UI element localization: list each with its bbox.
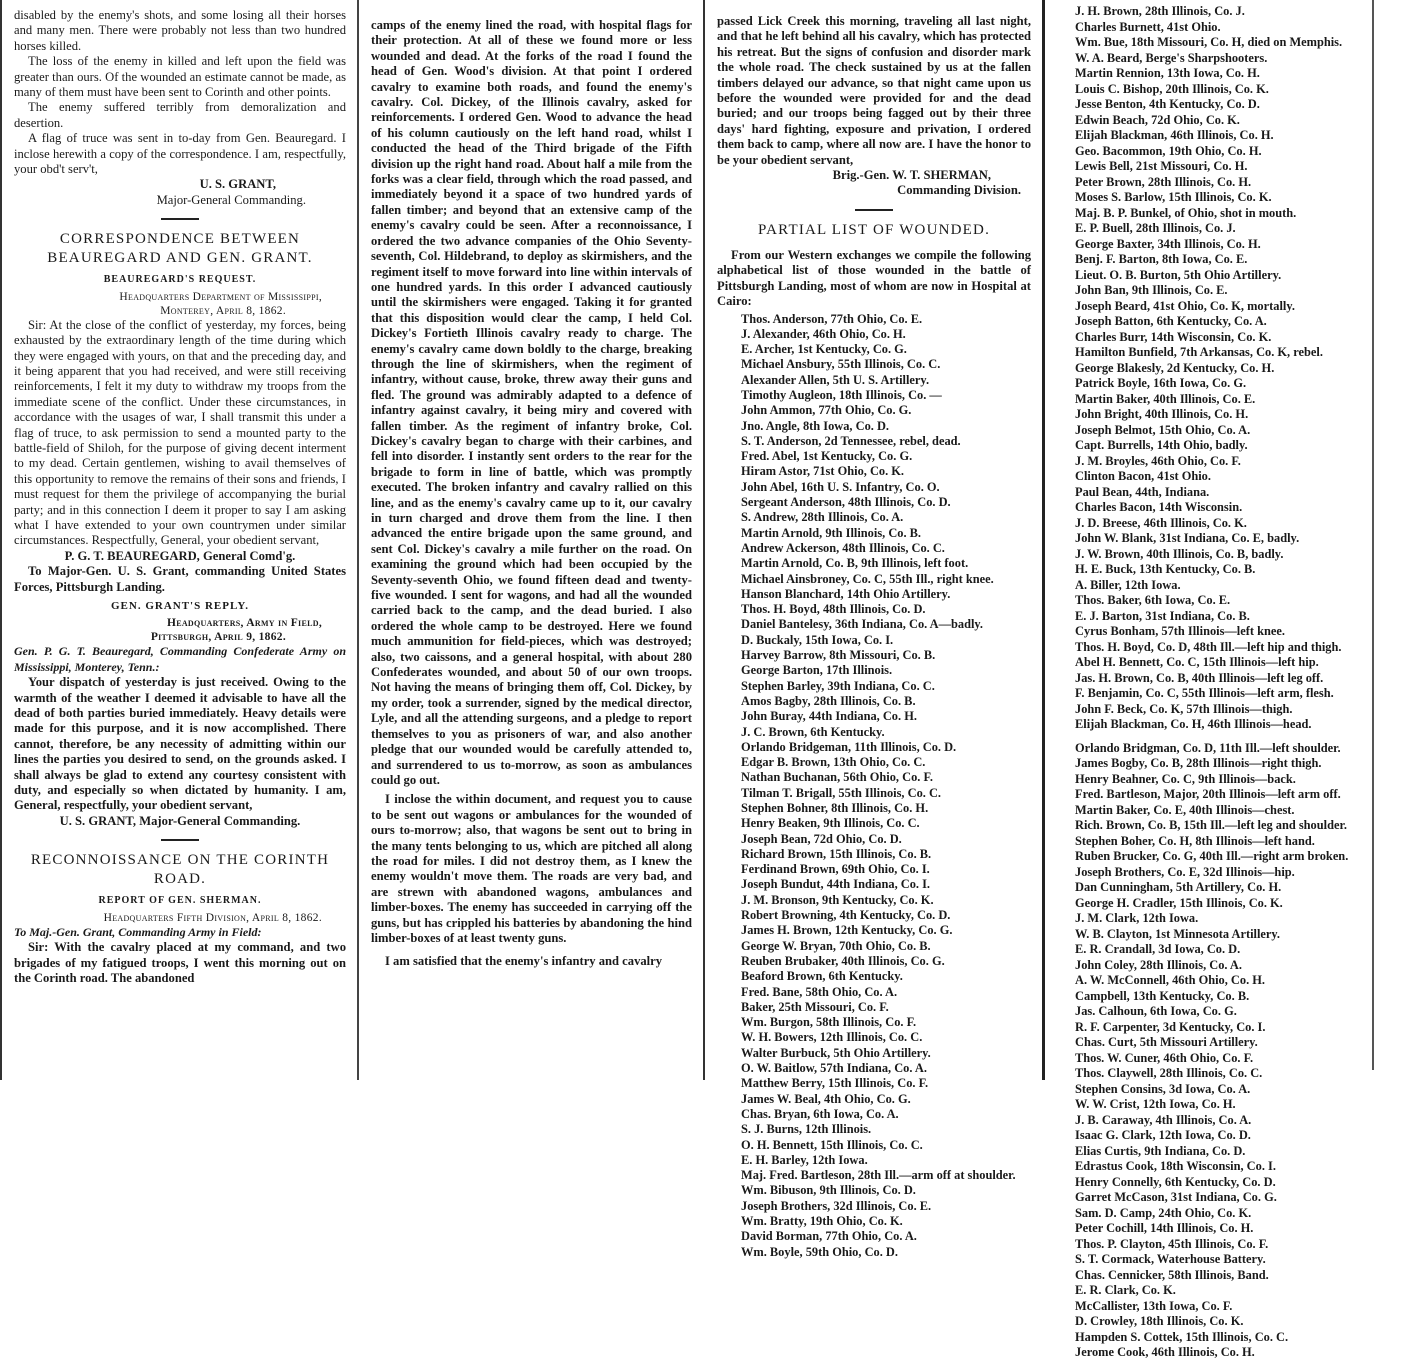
column-1 <box>0 0 356 1080</box>
list-item: James Bogby, Co. B, 28th Illinois—right thigh. <box>1075 756 1322 770</box>
list-item: Richard Brown, 15th Illinois, Co. B. <box>741 846 932 861</box>
column-4 <box>1042 0 1372 1359</box>
list-item: A. W. McConnell, 46th Ohio, Co. H. <box>1075 973 1266 987</box>
list-item: Charles Burnett, 41st Ohio. <box>1075 19 1221 34</box>
list-item: Matthew Berry, 15th Illinois, Co. F. <box>741 1076 929 1091</box>
paragraph: The enemy suffered terribly from demoralization and desertion. <box>14 100 346 130</box>
signature: P. G. T. BEAUREGARD, General Comd'g. <box>64 548 296 563</box>
list-item: Joseph Brothers, Co. E, 32d Illinois—hip. <box>1075 864 1295 879</box>
letter-body: Sir: With the cavalry placed at my command, and two brigades of my fatigued troops, I went this morning out on the Corinth road. The abandoned <box>14 940 346 985</box>
list-item: Stephen Barley, 39th Indiana, Co. C. <box>741 678 935 693</box>
list-item: Timothy Augleon, 18th Illinois, Co. — <box>741 387 942 402</box>
list-item: Edrastus Cook, 18th Wisconsin, Co. I. <box>1075 1159 1276 1173</box>
list-item: Chas. Cennicker, 58th Illinois, Band. <box>1075 1267 1269 1282</box>
list-item: Jno. Angle, 8th Iowa, Co. D. <box>741 418 890 433</box>
list-item: Daniel Bantelesy, 36th Indiana, Co. A—badly. <box>741 617 984 632</box>
list-item: Martin Arnold, Co. B, 9th Illinois, left foot. <box>741 556 969 571</box>
list-item: Martin Rennion, 13th Iowa, Co. H. <box>1075 66 1260 80</box>
list-item: D. Buckaly, 15th Iowa, Co. I. <box>741 632 894 647</box>
list-item: Baker, 25th Missouri, Co. F. <box>741 999 889 1014</box>
list-item: E. P. Buell, 28th Illinois, Co. J. <box>1075 221 1236 235</box>
list-item: Paul Bean, 44th, Indiana. <box>1075 484 1210 499</box>
list-item: Elijah Blackman, Co. H, 46th Illinois—head. <box>1075 717 1312 731</box>
list-item: Wm. Burgon, 58th Illinois, Co. F. <box>741 1015 917 1030</box>
article-subhead: REPORT OF GEN. SHERMAN. <box>98 895 262 907</box>
list-item: Wm. Bratty, 19th Ohio, Co. K. <box>741 1214 903 1229</box>
list-item: Edwin Beach, 72d Ohio, Co. K. <box>1075 112 1240 127</box>
list-item: Nathan Buchanan, 56th Ohio, Co. F. <box>741 770 933 785</box>
list-item: Rich. Brown, Co. B, 15th Ill.—left leg and shoulder. <box>1075 818 1347 832</box>
divider <box>855 209 893 211</box>
list-item: Thos. H. Boyd, 48th Illinois, Co. D. <box>741 602 926 617</box>
list-item: Wm. Boyle, 59th Ohio, Co. D. <box>741 1244 898 1259</box>
article-headline: PARTIAL LIST OF WOUNDED. <box>757 221 991 238</box>
list-item: Jas. H. Brown, Co. B, 40th Illinois—left leg off. <box>1075 670 1324 685</box>
list-item: Abel H. Bennett, Co. C, 15th Illinois—left hip. <box>1075 655 1319 669</box>
list-item: Lewis Bell, 21st Missouri, Co. H. <box>1075 159 1248 173</box>
salutation: Gen. P. G. T. Beauregard, Commanding Confederate Army on Mississippi, Monterey, Tenn.: <box>14 644 346 674</box>
letter-body: Your dispatch of yesterday is just received. Owing to the warmth of the weather I deemed it advisable to have all the dead of both parties buried immediately. Heavy details were made for this purpose, and it is now accomplished. There cannot, therefore, be any necessity of admitting within our lines the parties you desired to send, on the grounds asked. I shall always be glad to extend any courtesy consistent with duty, and especially so when dictated by humanity. I am, General, respectfully, your obedient servant, <box>14 675 346 813</box>
list-item: Joseph Beard, 41st Ohio, Co. K, mortally. <box>1075 298 1295 313</box>
list-item: Fred. Abel, 1st Kentucky, Co. G. <box>741 449 913 464</box>
list-item: E. R. Clark, Co. K. <box>1075 1283 1176 1297</box>
dateline: Headquarters Fifth Division, April 8, 1862. <box>103 911 322 924</box>
wounded-list <box>1075 4 1362 733</box>
salutation: To Maj.-Gen. Grant, Commanding Army in Field: <box>14 924 262 939</box>
column-rule <box>1372 0 1374 1070</box>
list-item: Thos. Baker, 6th Iowa, Co. E. <box>1075 593 1231 607</box>
list-item: Clinton Bacon, 41st Ohio. <box>1075 469 1211 483</box>
list-item: John F. Beck, Co. K, 57th Illinois—thigh. <box>1075 701 1293 716</box>
signature-name: U. S. GRANT, <box>199 177 276 192</box>
list-item: Tilman T. Brigall, 55th Illinois, Co. C. <box>741 785 942 800</box>
list-item: Sam. D. Camp, 24th Ohio, Co. K. <box>1075 1205 1252 1220</box>
list-item: E. H. Barley, 12th Iowa. <box>741 1152 868 1167</box>
list-item: S. T. Cormack, Waterhouse Battery. <box>1075 1252 1266 1266</box>
list-item: Ruben Brucker, Co. G, 40th Ill.—right arm broken. <box>1075 849 1349 863</box>
list-item: J. D. Breese, 46th Illinois, Co. K. <box>1075 515 1247 530</box>
list-item: J. B. Caraway, 4th Illinois, Co. A. <box>1075 1112 1252 1127</box>
list-item: Hanson Blanchard, 14th Ohio Artillery. <box>741 586 951 601</box>
list-item: Wm. Bibuson, 9th Illinois, Co. D. <box>741 1183 916 1198</box>
list-item: J. M. Bronson, 9th Kentucky, Co. K. <box>741 892 934 907</box>
list-item: Thos. Anderson, 77th Ohio, Co. E. <box>741 311 923 326</box>
paragraph: I am satisfied that the enemy's infantry and cavalry <box>385 954 663 969</box>
list-item: R. F. Carpenter, 3d Kentucky, Co. I. <box>1075 1019 1266 1034</box>
list-item: W. A. Beard, Berge's Sharpshooters. <box>1075 50 1268 65</box>
list-item: D. Crowley, 18th Illinois, Co. K. <box>1075 1314 1244 1328</box>
article-subhead: BEAUREGARD'S REQUEST. <box>103 274 257 286</box>
list-item: Fred. Bane, 58th Ohio, Co. A. <box>741 984 898 999</box>
divider <box>161 839 199 841</box>
signature: U. S. GRANT, Major-General Commanding. <box>59 813 301 828</box>
paragraph: I inclose the within document, and request you to cause to be sent out wagons or ambulances for the wounded of ours to-morrow; also, that wagons be sent out to bring in the many tents belonging to us, which are pitched all along the road for miles. I did not destroy them, as I knew the enemy wouldn't move them. The roads are very bad, and are strewn with abandoned wagons, ambulances and limber-boxes. The enemy has succeeded in carrying off the guns, but has crippled his batteries by abandoning the hind limber-boxes of at least twenty guns. <box>371 792 692 945</box>
wounded-list <box>1075 741 1362 1361</box>
list-item: Capt. Burrells, 14th Ohio, badly. <box>1075 438 1248 452</box>
column-3 <box>703 0 1041 1259</box>
list-item: Orlando Bridgman, Co. D, 11th Ill.—left shoulder. <box>1075 740 1341 755</box>
list-item: George W. Bryan, 70th Ohio, Co. B. <box>741 938 931 953</box>
list-item: Joseph Batton, 6th Kentucky, Co. A. <box>1075 314 1267 328</box>
list-item: Louis C. Bishop, 20th Illinois, Co. K. <box>1075 81 1269 96</box>
signature-title: Commanding Division. <box>897 183 1021 198</box>
list-item: Hiram Astor, 71st Ohio, Co. K. <box>741 464 905 479</box>
list-item: Martin Baker, Co. E, 40th Illinois—chest. <box>1075 802 1295 817</box>
list-item: Geo. Bacommon, 19th Ohio, Co. H. <box>1075 143 1262 158</box>
list-item: A. Biller, 12th Iowa. <box>1075 577 1181 592</box>
list-item: David Borman, 77th Ohio, Co. A. <box>741 1229 917 1244</box>
list-item: Chas. Bryan, 6th Iowa, Co. A. <box>741 1106 899 1121</box>
paragraph: camps of the enemy lined the road, with hospital flags for their protection. At all of these we found more or less wounded and dead. At the forks of the road I found the head of Gen. Wood's division. At that point I ordered cavalry to examine both roads, and found the enemy's cavalry. Col. Dickey, of the Illinois cavalry, asked for reinforcements. I ordered Gen. Wood to advance the head of his column cautiously on the left hand road, whilst I conducted the head of the Third brigade of the Fifth division up the right hand road. About half a mile from the forks was a clear field, through which the road passed, and immediately beyond it a space of two hundred yards of fallen timber; and beyond that an extensive camp of the enemy's cavalry could be seen. After a reconnoissance, I ordered the two advance companies of the Ohio Seventy-seventh, Col. Hildebrand, to deploy as skirmishers, and the regiment itself to move forward into line within intervals of one hundred yards. In this order I advanced cautiously until the skirmishers were engaged. Taking it for granted that this disposition would clear the camp, I held Col. Dickey's Fortieth Illinois cavalry ready to charge. The enemy's cavalry came down boldly to the charge, breaking through the line of skirmishers, when the regiment of infantry, without cause, broke, threw away their guns and fled. The ground was admirably adapted to a defence of infantry against cavalry, it being miry and covered with fallen timber. As the regiment of infantry broke, Col. Dickey's cavalry began to charge with their carbines, and fell into disorder. I instantly sent orders to the rear for the brigade to form in line of battle, which was promptly executed. The broken infantry and cavalry rallied on this line, and as the enemy's cavalry came up to it, our cavalry in turn charged and drove them from the line. I then advanced the entire brigade upon the same ground, and sent Col. Dickey's cavalry a mile further on the road. On examining the ground which had been occupied by the Seventy-seventh Ohio, we found fifteen dead and twenty-five wounded. I sent for wagons, and had all the wounded carried back to the camp, and the dead buried. I also ordered the whole camp to be destroyed. Here we found much ammunition for field-pieces, which was destroyed; also, two caissons, and a general hospital, with about 280 Confederates wounded, and about 50 of our own troops. Not having the means of bringing them off, Col. Dickey, by my order, took a surrender, signed by the medical director, Lyle, and all the attending surgeons, and a pledge to report themselves to you as prisoners of war, and also another pledge that our wounded would be carefully attended to, and surrendered to us to-morrow, as soon as ambulances could go out. <box>371 18 692 787</box>
list-item: Alexander Allen, 5th U. S. Artillery. <box>741 372 930 387</box>
list-item: Ferdinand Brown, 69th Ohio, Co. I. <box>741 862 930 877</box>
list-item: Maj. Fred. Bartleson, 28th Ill.—arm off at shoulder. <box>741 1168 1016 1183</box>
list-item: James W. Beal, 4th Ohio, Co. G. <box>741 1091 911 1106</box>
list-item: John Coley, 28th Illinois, Co. A. <box>1075 957 1242 972</box>
list-item: W. H. Bowers, 12th Illinois, Co. C. <box>741 1030 923 1045</box>
divider <box>161 218 199 220</box>
list-item: Henry Connelly, 6th Kentucky, Co. D. <box>1075 1174 1276 1189</box>
list-intro: From our Western exchanges we compile the following alphabetical list of those wounded in the battle of Pittsburgh Landing, most of whom are now in Hospital at Cairo: <box>717 247 1031 309</box>
list-item: George H. Cradler, 15th Illinois, Co. K. <box>1075 895 1283 910</box>
list-item: O. W. Baitlow, 57th Indiana, Co. A. <box>741 1061 927 1076</box>
list-item: Edgar B. Brown, 13th Ohio, Co. C. <box>741 755 926 770</box>
list-item: Chas. Curt, 5th Missouri Artillery. <box>1075 1035 1258 1049</box>
list-item: Reuben Brubaker, 40th Illinois, Co. G. <box>741 953 945 968</box>
list-item: J. W. Brown, 40th Illinois, Co. B, badly. <box>1075 546 1284 561</box>
paragraph: disabled by the enemy's shots, and some losing all their horses and many men. There were probably not less than two hundred horses killed. <box>14 8 346 53</box>
list-item: E. R. Crandall, 3d Iowa, Co. D. <box>1075 942 1241 956</box>
list-item: O. H. Bennett, 15th Illinois, Co. C. <box>741 1137 923 1152</box>
list-item: James H. Brown, 12th Kentucky, Co. G. <box>741 923 953 938</box>
list-item: McCallister, 13th Iowa, Co. F. <box>1075 1298 1233 1313</box>
list-item: E. Archer, 1st Kentucky, Co. G. <box>741 342 907 357</box>
list-item: John Buray, 44th Indiana, Co. H. <box>741 709 917 724</box>
list-item: Charles Bacon, 14th Wisconsin. <box>1075 500 1243 514</box>
paragraph: passed Lick Creek this morning, traveling all last night, and that he left behind all his cavalry, which has protected his retreat. But the signs of confusion and disorder mark the whole road. The check sustained by us at the fallen timbers delayed our advance, so that night came upon us before the wounded were provided for and the dead buried; and our troops being fagged out by their three days' hard fighting, exposure and privation, I ordered them back to camp, where all now are. I have the honor to be your obedient servant, <box>717 14 1031 167</box>
dateline: Headquarters Department of Mississippi, <box>119 290 322 303</box>
list-item: Campbell, 13th Kentucky, Co. B. <box>1075 988 1250 1003</box>
list-item: Jerome Cook, 46th Illinois, Co. H. <box>1075 1345 1255 1359</box>
list-item: J. M. Broyles, 46th Ohio, Co. F. <box>1075 453 1241 468</box>
list-item: Joseph Brothers, 32d Illinois, Co. E. <box>741 1198 932 1213</box>
addressee: To Major-Gen. U. S. Grant, commanding United States Forces, Pittsburgh Landing. <box>14 564 346 594</box>
list-item: Garret McCason, 31st Indiana, Co. G. <box>1075 1190 1277 1204</box>
list-item: Jas. Calhoun, 6th Iowa, Co. G. <box>1075 1004 1237 1018</box>
list-item: Martin Arnold, 9th Illinois, Co. B. <box>741 525 922 540</box>
list-item: Beaford Brown, 6th Kentucky. <box>741 969 903 984</box>
dateline: Headquarters, Army in Field, <box>166 617 322 630</box>
list-item: F. Benjamin, Co. C, 55th Illinois—left arm, flesh. <box>1075 686 1334 700</box>
dateline: Monterey, April 8, 1862. <box>160 304 286 317</box>
list-item: W. B. Clayton, 1st Minnesota Artillery. <box>1075 926 1281 941</box>
list-item: George Blakesly, 2d Kentucky, Co. H. <box>1075 360 1275 375</box>
list-item: Michael Ainsbroney, Co. C, 55th Ill., right knee. <box>741 571 994 586</box>
list-item: Patrick Boyle, 16th Iowa, Co. G. <box>1075 376 1247 390</box>
list-item: Stephen Bohner, 8th Illinois, Co. H. <box>741 801 929 815</box>
list-item: Harvey Barrow, 8th Missouri, Co. B. <box>741 648 936 663</box>
list-item: J. C. Brown, 6th Kentucky. <box>741 724 885 739</box>
list-item: Andrew Ackerson, 48th Illinois, Co. C. <box>741 540 945 555</box>
article-headline: RECONNOISSANCE ON THE CORINTH ROAD. <box>30 852 330 888</box>
list-item: Maj. B. P. Bunkel, of Ohio, shot in mouth. <box>1075 205 1297 220</box>
list-item: Lieut. O. B. Burton, 5th Ohio Artillery. <box>1075 267 1282 282</box>
list-item: Moses S. Barlow, 15th Illinois, Co. K. <box>1075 190 1272 204</box>
list-item: Thos. P. Clayton, 45th Illinois, Co. F. <box>1075 1236 1269 1251</box>
list-item: Hampden S. Cottek, 15th Illinois, Co. C. <box>1075 1329 1289 1344</box>
list-item: S. T. Anderson, 2d Tennessee, rebel, dead. <box>741 433 961 448</box>
list-item: Orlando Bridgeman, 11th Illinois, Co. D. <box>741 739 957 754</box>
list-item: S. Andrew, 28th Illinois, Co. A. <box>741 510 904 525</box>
list-item: Walter Burbuck, 5th Ohio Artillery. <box>741 1045 931 1060</box>
list-item: Thos. Claywell, 28th Illinois, Co. C. <box>1075 1066 1263 1080</box>
paragraph: The loss of the enemy in killed and left upon the field was greater than ours. Of the wounded an estimate cannot be made, as many of them must have been sent to Corinth and other points. <box>14 54 346 100</box>
list-item: Thos. W. Cuner, 46th Ohio, Co. F. <box>1075 1050 1254 1065</box>
list-item: John Ban, 9th Illinois, Co. E. <box>1075 283 1228 297</box>
list-item: S. J. Burns, 12th Illinois. <box>741 1122 872 1137</box>
list-item: Stephen Boher, Co. H, 8th Illinois—left hand. <box>1075 833 1315 848</box>
list-item: Jesse Benton, 4th Kentucky, Co. D. <box>1075 97 1260 111</box>
list-item: J. M. Clark, 12th Iowa. <box>1075 911 1199 925</box>
list-item: Peter Cochill, 14th Illinois, Co. H. <box>1075 1221 1254 1235</box>
list-item: Elijah Blackman, 46th Illinois, Co. H. <box>1075 128 1274 142</box>
article-subhead: GEN. GRANT'S REPLY. <box>111 600 249 612</box>
list-item: Joseph Bundut, 44th Indiana, Co. I. <box>741 877 931 892</box>
list-item: J. H. Brown, 28th Illinois, Co. J. <box>1075 4 1245 18</box>
list-item: J. Alexander, 46th Ohio, Co. H. <box>741 326 906 341</box>
list-item: Amos Bagby, 28th Illinois, Co. B. <box>741 693 916 708</box>
list-item: Henry Beaken, 9th Illinois, Co. C. <box>741 816 920 831</box>
list-item: Thos. H. Boyd, Co. D, 48th Ill.—left hip and thigh. <box>1075 639 1342 654</box>
list-item: Michael Ansbury, 55th Illinois, Co. C. <box>741 357 941 372</box>
list-item: Joseph Belmot, 15th Ohio, Co. A. <box>1075 422 1251 437</box>
column-2 <box>357 0 702 1080</box>
list-item: W. W. Crist, 12th Iowa, Co. H. <box>1075 1097 1236 1111</box>
list-item: Henry Beahner, Co. C, 9th Illinois—back. <box>1075 771 1296 786</box>
list-item: Robert Browning, 4th Kentucky, Co. D. <box>741 908 951 923</box>
wounded-list <box>717 312 1031 1260</box>
list-item: Dan Cunningham, 5th Artillery, Co. H. <box>1075 880 1282 894</box>
list-item: Fred. Bartleson, Major, 20th Illinois—left arm off. <box>1075 787 1341 801</box>
list-item: E. J. Barton, 31st Indiana, Co. B. <box>1075 608 1250 623</box>
list-item: George Baxter, 34th Illinois, Co. H. <box>1075 236 1261 251</box>
list-item: Benj. F. Barton, 8th Iowa, Co. E. <box>1075 252 1248 266</box>
list-item: Isaac G. Clark, 12th Iowa, Co. D. <box>1075 1128 1251 1142</box>
letter-body: Sir: At the close of the conflict of yesterday, my forces, being exhausted by the extraordinary length of the time during which they were engaged with yours, on that and the preceding day, and it being apparent that you had received, and were still receiving reinforcements, I felt it my duty to withdraw my troops from the immediate scene of the conflict. Under these circumstances, in accordance with the usages of war, I shall transmit this under a flag of truce, to ask permission to send a mounted party to the battle-field of Shiloh, for the purpose of giving decent interment to my dead. Certain gentlemen, wishing to avail themselves of this opportunity to remove the remains of their sons and friends, I must request for them the privilege of accompanying the burial party; and in this connection I deem it proper to say I am asking what I have extended to your own countrymen under similar circumstances. Respectfully, General, your obedient servant, <box>14 317 346 548</box>
list-item: John W. Blank, 31st Indiana, Co. E, badly. <box>1075 531 1300 545</box>
list-item: John Bright, 40th Illinois, Co. H. <box>1075 407 1249 421</box>
list-item: Wm. Bue, 18th Missouri, Co. H, died on Memphis. <box>1075 35 1343 49</box>
list-item: John Ammon, 77th Ohio, Co. G. <box>741 403 912 418</box>
list-item: Elias Curtis, 9th Indiana, Co. D. <box>1075 1143 1246 1158</box>
list-item: George Barton, 17th Illinois. <box>741 663 893 678</box>
signature-title: Major-General Commanding. <box>156 192 306 207</box>
list-item: H. E. Buck, 13th Kentucky, Co. B. <box>1075 562 1256 576</box>
signature-name: Brig.-Gen. W. T. SHERMAN, <box>832 168 991 183</box>
list-item: Joseph Bean, 72d Ohio, Co. D. <box>741 831 902 846</box>
list-item: Cyrus Bonham, 57th Illinois—left knee. <box>1075 624 1285 638</box>
dateline: Pittsburgh, April 9, 1862. <box>150 631 286 644</box>
paragraph: A flag of truce was sent in to-day from Gen. Beauregard. I inclose herewith a copy of the correspondence. I am, respectfully, your obd't serv't, <box>14 131 346 177</box>
list-item: John Abel, 16th U. S. Infantry, Co. O. <box>741 479 940 494</box>
list-item: Peter Brown, 28th Illinois, Co. H. <box>1075 174 1252 189</box>
article-headline: CORRESPONDENCE BETWEEN BEAUREGARD AND GEN. GRANT. <box>47 231 313 267</box>
list-item: Sergeant Anderson, 48th Illinois, Co. D. <box>741 495 951 510</box>
list-item: Martin Baker, 40th Illinois, Co. E. <box>1075 391 1256 406</box>
list-item: Hamilton Bunfield, 7th Arkansas, Co. K, rebel. <box>1075 345 1323 359</box>
list-item: Stephen Consins, 3d Iowa, Co. A. <box>1075 1081 1251 1096</box>
list-item: Charles Burr, 14th Wisconsin, Co. K. <box>1075 329 1272 344</box>
